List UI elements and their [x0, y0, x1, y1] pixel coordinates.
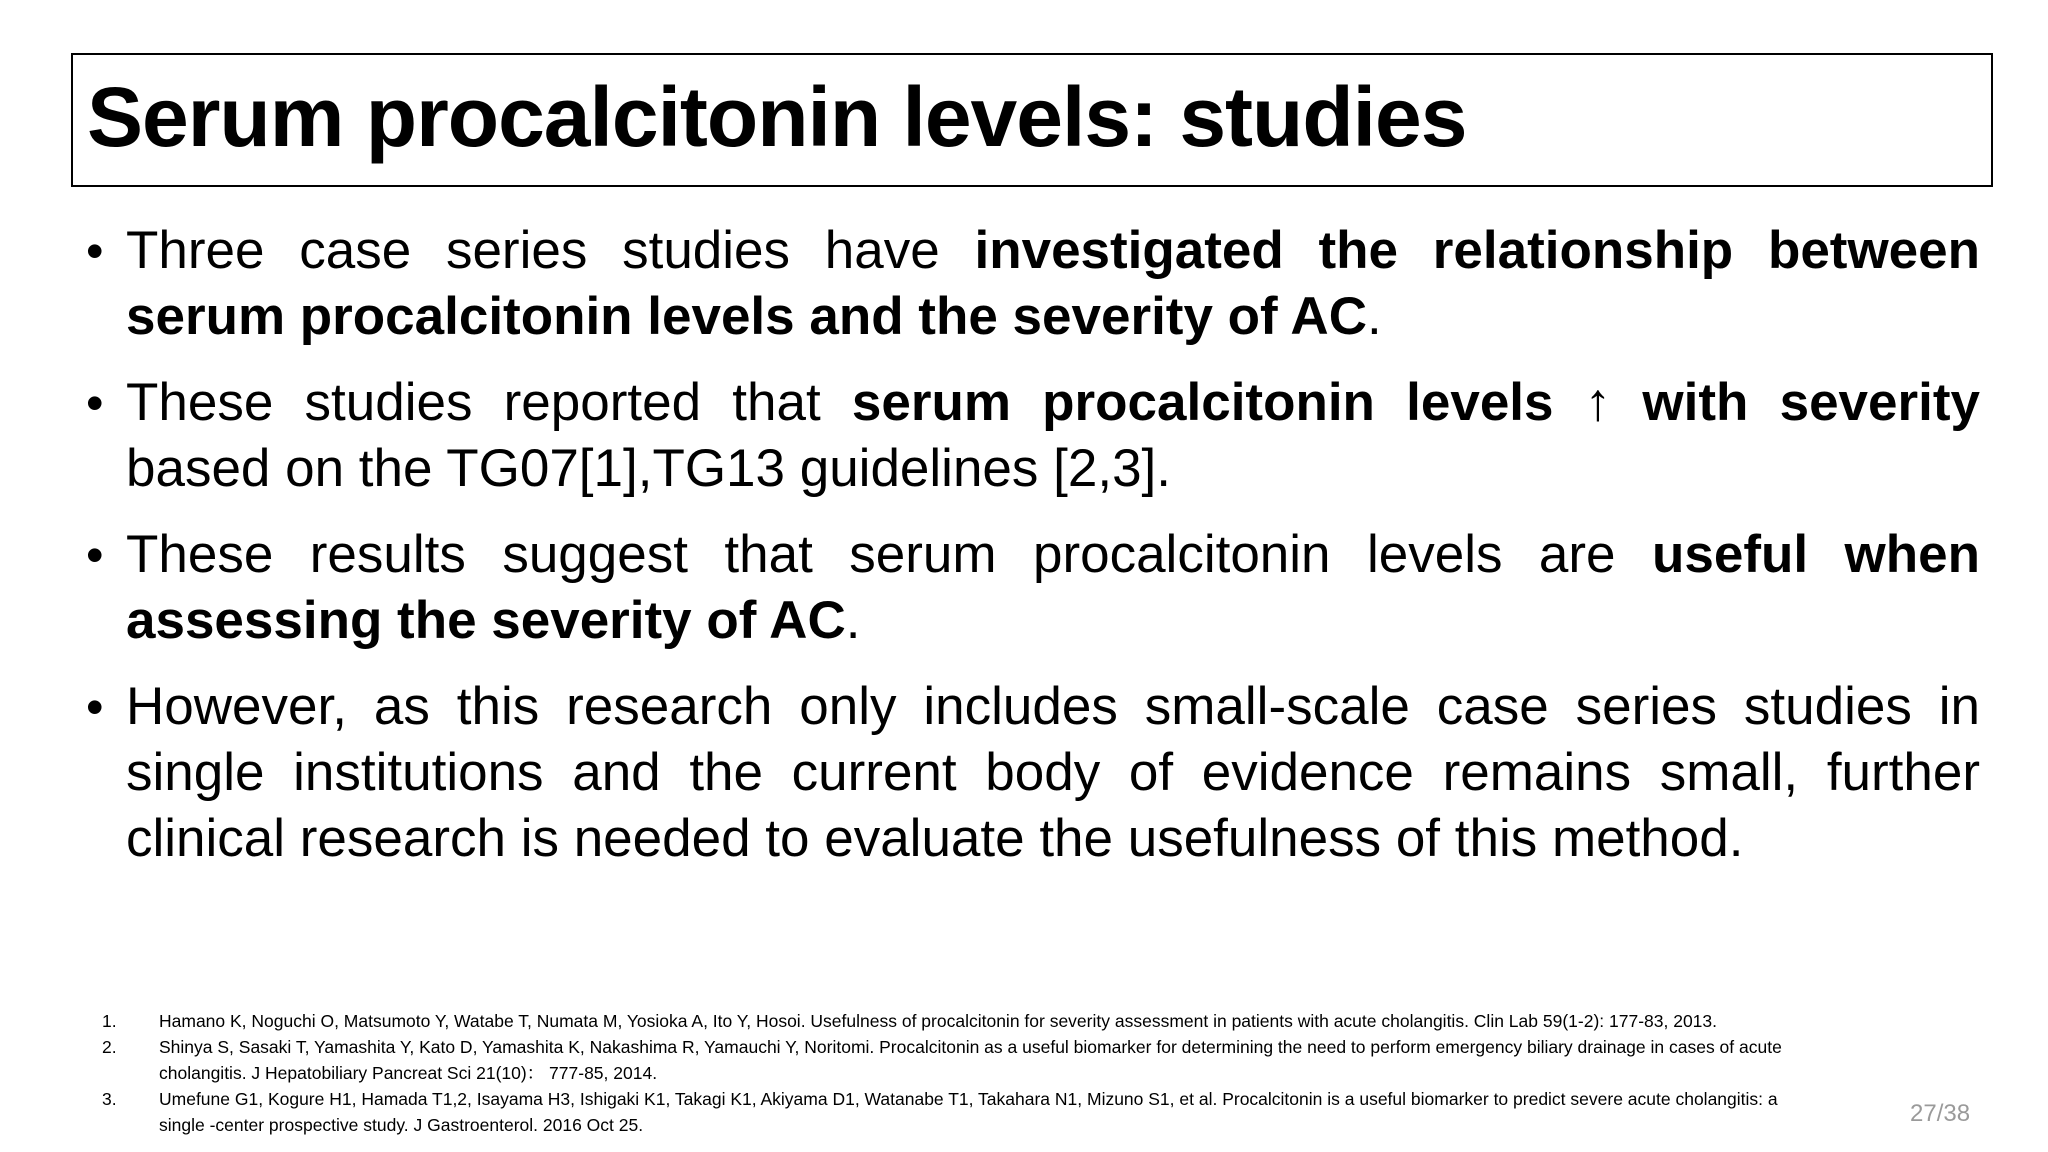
- reference-list: [96, 1008, 1966, 1138]
- bullet-marker: •: [86, 527, 104, 583]
- bullet-item: [80, 522, 1980, 654]
- bullet-text: These results suggest that serum procalcitonin levels are: [126, 525, 1652, 584]
- reference-text: Umefune G1, Kogure H1, Hamada T1,2, Isayama H3, Ishigaki K1, Takagi K1, Akiyama D1, Watanabe T1, Takahara N1, Mizuno S1, et al. Procalcitonin is a useful biomarker to predict severe acute cholangitis: a: [159, 1089, 1778, 1109]
- bullet-emphasis: serum procalcitonin levels ↑ with severity: [851, 373, 1980, 432]
- reference-number: 1.: [102, 1011, 117, 1031]
- bullet-text: .: [1366, 287, 1382, 346]
- bullet-text: These studies reported that: [126, 373, 852, 432]
- reference-text: single -center prospective study. J Gastroenterol. 2016 Oct 25.: [159, 1115, 644, 1135]
- bullet-emphasis: useful when assessing the severity of AC: [126, 525, 1980, 650]
- bullet-item: [80, 674, 1980, 872]
- reference-item: [96, 1034, 1966, 1086]
- bullet-text: based on the TG07[1],TG13 guidelines [2,3].: [126, 439, 1171, 498]
- bullet-text: However, as this research only includes small-scale case series studies in single institutions and the current body of evidence remains small, further clinical research is needed to evaluate the usefulness of this method.: [126, 677, 1980, 868]
- page-number: 27/38: [1910, 1100, 1971, 1127]
- bullet-item: [80, 370, 1980, 502]
- bullet-emphasis: investigated the relationship between serum procalcitonin levels and the severity of AC: [126, 221, 1980, 346]
- reference-text: Hamano K, Noguchi O, Matsumoto Y, Watabe T, Numata M, Yosioka A, Ito Y, Hosoi. Usefulness of procalcitonin for severity assessment in patients with acute cholangitis. Clin Lab 59(1-2): 177-83, 2013.: [159, 1011, 1718, 1031]
- reference-number: 2.: [102, 1037, 117, 1057]
- reference-text: cholangitis. J Hepatobiliary Pancreat Sci 21(10)： 777-85, 2014.: [159, 1063, 658, 1083]
- reference-item: [96, 1086, 1966, 1138]
- reference-item: [96, 1008, 1966, 1034]
- bullet-marker: •: [86, 223, 104, 279]
- bullet-item: [80, 218, 1980, 350]
- reference-number: 3.: [102, 1089, 117, 1109]
- bullet-list: [80, 218, 1980, 892]
- reference-text: Shinya S, Sasaki T, Yamashita Y, Kato D, Yamashita K, Nakashima R, Yamauchi Y, Noritomi. Procalcitonin as a useful biomarker for determining the need to perform emergency biliary drainage in cases of acute: [159, 1037, 1782, 1057]
- bullet-marker: •: [86, 679, 104, 735]
- bullet-marker: •: [86, 375, 104, 431]
- bullet-text: .: [845, 591, 861, 650]
- bullet-text: Three case series studies have: [126, 221, 975, 280]
- title-box: [71, 53, 1993, 187]
- slide-title: Serum procalcitonin levels: studies: [87, 70, 1467, 164]
